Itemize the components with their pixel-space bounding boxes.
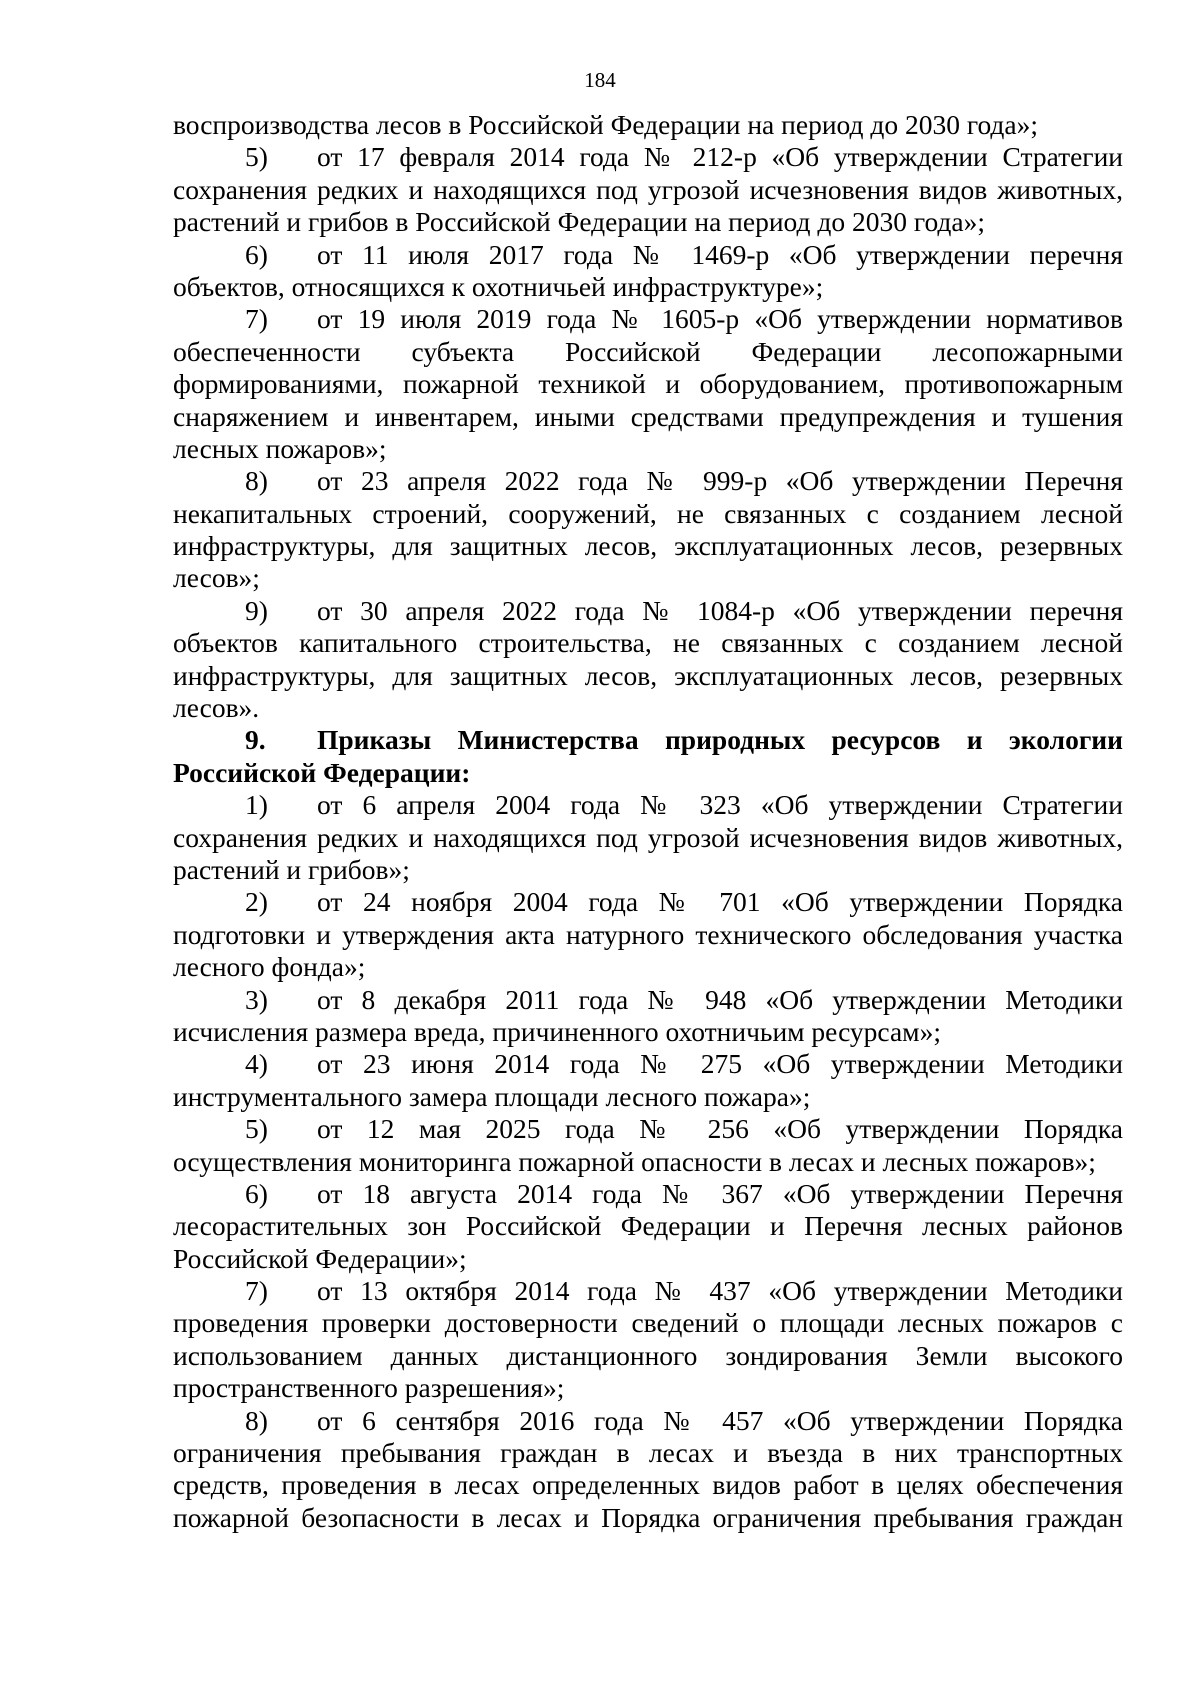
line-text: инфраструктуры, для защитных лесов, эксплуатационных лесов, резервных (173, 530, 1123, 562)
list-item-first-line (173, 724, 1123, 756)
line-text: от 23 июня 2014 года № 275 «Об утверждении Методики (317, 1048, 1123, 1080)
text-line (173, 1502, 1123, 1534)
item-number: 5) (245, 1113, 268, 1145)
line-text: от 18 августа 2014 года № 367 «Об утверждении Перечня (317, 1177, 1123, 1209)
text-line (173, 109, 1123, 141)
line-text: лесов». (173, 692, 260, 724)
line-text: инфраструктуры, для защитных лесов, эксплуатационных лесов, резервных (173, 659, 1123, 691)
item-number: 8) (245, 465, 268, 497)
text-line (173, 174, 1123, 206)
list-item-first-line (173, 465, 1123, 497)
text-line (173, 627, 1123, 659)
text-line (173, 854, 1123, 886)
text-line (173, 1437, 1123, 1469)
line-text: от 30 апреля 2022 года № 1084-р «Об утверждении перечня (317, 594, 1123, 626)
text-line (173, 757, 1123, 789)
line-text: лесов»; (173, 562, 260, 594)
line-text: от 19 июля 2019 года № 1605-р «Об утверждении нормативов (317, 303, 1123, 335)
line-text: некапитальных строений, сооружений, не связанных с созданием лесной (173, 497, 1123, 529)
text-line (173, 692, 1123, 724)
item-number: 5) (245, 141, 268, 173)
line-text: от 6 апреля 2004 года № 323 «Об утверждении Стратегии (317, 789, 1123, 821)
line-text: Российской Федерации»; (173, 1242, 467, 1274)
line-text: средств, проведения в лесах определенных видов работ в целях обеспечения (173, 1469, 1123, 1501)
list-item-first-line (173, 1048, 1123, 1080)
text-line (173, 1372, 1123, 1404)
line-text: лесорастительных зон Российской Федерации и Перечня лесных районов (173, 1210, 1123, 1242)
text-line (173, 1210, 1123, 1242)
text-line (173, 919, 1123, 951)
line-text: от 23 апреля 2022 года № 999-р «Об утверждении Перечня (317, 465, 1123, 497)
line-text: формированиями, пожарной техникой и оборудованием, противопожарным (173, 368, 1123, 400)
text-line (173, 1469, 1123, 1501)
line-text: Российской Федерации: (173, 756, 471, 788)
line-text: растений и грибов»; (173, 853, 410, 885)
list-item-first-line (173, 984, 1123, 1016)
line-text: проведения проверки достоверности сведений о площади лесных пожаров с (173, 1307, 1123, 1339)
line-text: ограничения пребывания граждан в лесах и въезда в них транспортных (173, 1437, 1123, 1469)
line-text: лесного фонда»; (173, 951, 366, 983)
list-item-first-line (173, 303, 1123, 335)
item-number: 7) (245, 303, 268, 335)
line-text: инструментального замера площади лесного пожара»; (173, 1080, 811, 1112)
text-line (173, 433, 1123, 465)
document-body (173, 109, 1123, 1534)
text-line (173, 822, 1123, 854)
line-text: лесных пожаров»; (173, 432, 387, 464)
line-text: пожарной безопасности в лесах и Порядка ограничения пребывания граждан (173, 1501, 1123, 1533)
text-line (173, 562, 1123, 594)
item-number: 1) (245, 789, 268, 821)
line-text: от 17 февраля 2014 года № 212-р «Об утверждении Стратегии (317, 141, 1123, 173)
list-item-first-line (173, 1178, 1123, 1210)
page-number: 184 (584, 68, 616, 92)
list-item-first-line (173, 1405, 1123, 1437)
item-number: 9) (245, 594, 268, 626)
text-line (173, 1307, 1123, 1339)
text-line (173, 660, 1123, 692)
item-number: 3) (245, 983, 268, 1015)
line-text: от 6 сентября 2016 года № 457 «Об утверждении Порядка (317, 1404, 1123, 1436)
text-line (173, 498, 1123, 530)
text-line (173, 206, 1123, 238)
line-text: подготовки и утверждения акта натурного технического обследования участка (173, 918, 1123, 950)
line-text: исчисления размера вреда, причиненного охотничьим ресурсам»; (173, 1015, 941, 1047)
list-item-first-line (173, 239, 1123, 271)
line-text: осуществления мониторинга пожарной опасности в лесах и лесных пожаров»; (173, 1145, 1096, 1177)
text-line (173, 1146, 1123, 1178)
item-number: 6) (245, 238, 268, 270)
list-item-first-line (173, 1113, 1123, 1145)
text-line (173, 1016, 1123, 1048)
line-text: сохранения редких и находящихся под угрозой исчезновения видов животных, (173, 821, 1123, 853)
text-line (173, 530, 1123, 562)
item-number: 7) (245, 1275, 268, 1307)
line-text: от 13 октября 2014 года № 437 «Об утверждении Методики (317, 1275, 1123, 1307)
text-line (173, 271, 1123, 303)
item-number: 6) (245, 1177, 268, 1209)
line-text: от 8 декабря 2011 года № 948 «Об утверждении Методики (317, 983, 1123, 1015)
list-item-first-line (173, 595, 1123, 627)
line-text: воспроизводства лесов в Российской Федерации на период до 2030 года»; (173, 109, 1038, 140)
text-line (173, 1243, 1123, 1275)
line-text: от 11 июля 2017 года № 1469-р «Об утверждении перечня (317, 238, 1123, 270)
line-text: объектов, относящихся к охотничьей инфраструктуре»; (173, 270, 824, 302)
item-number: 4) (245, 1048, 268, 1080)
list-item-first-line (173, 141, 1123, 173)
text-line (173, 401, 1123, 433)
line-text: Приказы Министерства природных ресурсов и экологии (317, 724, 1123, 756)
line-text: использованием данных дистанционного зондирования Земли высокого (173, 1339, 1123, 1371)
line-text: снаряжением и инвентарем, иными средствами предупреждения и тушения (173, 400, 1123, 432)
text-line (173, 951, 1123, 983)
text-line (173, 368, 1123, 400)
item-number: 9. (245, 724, 266, 756)
line-text: пространственного разрешения»; (173, 1372, 565, 1404)
line-text: от 12 мая 2025 года № 256 «Об утверждении Порядка (317, 1113, 1123, 1145)
list-item-first-line (173, 789, 1123, 821)
item-number: 8) (245, 1404, 268, 1436)
text-line (173, 1081, 1123, 1113)
list-item-first-line (173, 886, 1123, 918)
line-text: обеспеченности субъекта Российской Федерации лесопожарными (173, 335, 1123, 367)
text-line (173, 336, 1123, 368)
line-text: растений и грибов в Российской Федерации на период до 2030 года»; (173, 206, 986, 238)
line-text: от 24 ноября 2004 года № 701 «Об утверждении Порядка (317, 886, 1123, 918)
line-text: объектов капитального строительства, не связанных с созданием лесной (173, 627, 1123, 659)
list-item-first-line (173, 1275, 1123, 1307)
item-number: 2) (245, 886, 268, 918)
line-text: сохранения редких и находящихся под угрозой исчезновения видов животных, (173, 173, 1123, 205)
text-line (173, 1340, 1123, 1372)
